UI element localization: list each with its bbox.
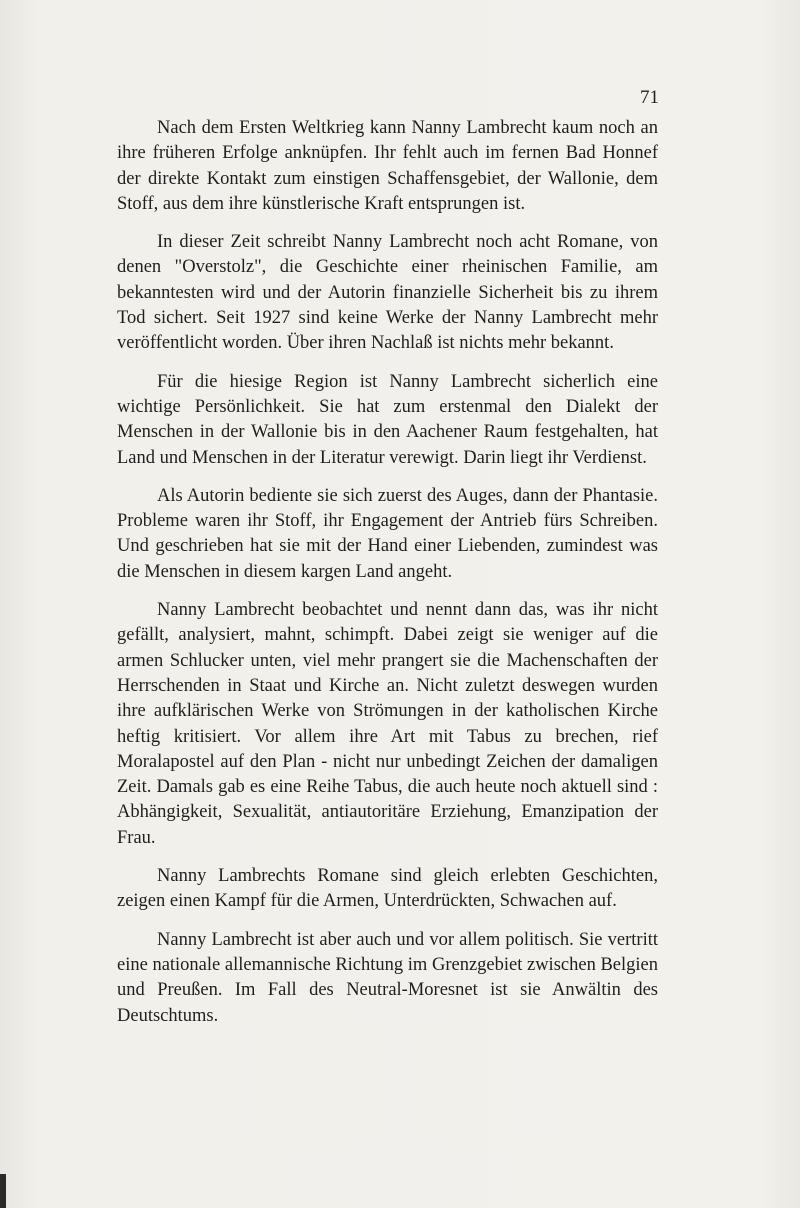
paragraph-5: Nanny Lambrecht beobachtet und nennt dann das, was ihr nicht gefällt, analysiert, mahnt, schimpft. Dabei zeigt sie weniger auf die armen Schlucker unten, viel mehr prangert sie die Machenschaften der Herrschenden in Staat und Kirche an. Nicht zuletzt deswegen wurden ihre aufklärischen Werke von Strömungen in der katholischen Kirche heftig kritisiert. Vor allem ihre Art mit Tabus zu brechen, rief Moralapostel auf den Plan - nicht nur unbedingt Zeichen der damaligen Zeit. Damals gab es eine Reihe Tabus, die auch heute noch aktuell sind : Abhängigkeit, Sexualität, antiautoritäre Erziehung, Emanzipation der Frau. (117, 600, 658, 848)
paragraph-1: Nach dem Ersten Weltkrieg kann Nanny Lambrecht kaum noch an ihre früheren Erfolge anknüpfen. Ihr fehlt auch im fernen Bad Honnef der direkte Kontakt zum einstigen Schaffensgebiet, der Wallonie, dem Stoff, aus dem ihre künstlerische Kraft entsprungen ist. (117, 118, 658, 214)
paragraph-6: Nanny Lambrechts Romane sind gleich erlebten Geschichten, zeigen einen Kampf für die Armen, Unterdrückten, Schwachen auf. (117, 866, 658, 912)
paragraph-4: Als Autorin bediente sie sich zuerst des Auges, dann der Phantasie. Probleme waren ihr Stoff, ihr Engagement der Antrieb fürs Schreiben. Und geschrieben hat sie mit der Hand einer Liebenden, zumindest was die Menschen in diesem kargen Land angeht. (117, 485, 658, 582)
paragraph-2: In dieser Zeit schreibt Nanny Lambrecht noch acht Romane, von denen "Overstolz", die Geschichte einer rheinischen Familie, am bekanntesten wird und der Autorin finanzielle Sicherheit bis zu ihrem Tod sichert. Seit 1927 sind keine Werke der Nanny Lambrecht mehr veröffentlicht worden. Über ihren Nachlaß ist nichts mehr bekannt. (117, 232, 658, 354)
page-edge-mark (0, 1174, 6, 1208)
body-text (117, 116, 658, 1042)
page-number: 71 (640, 87, 659, 108)
paragraph-3: Für die hiesige Region ist Nanny Lambrecht sicherlich eine wichtige Persönlichkeit. Sie hat zum erstenmal den Dialekt der Menschen in der Wallonie bis in den Aachener Raum festgehalten, hat Land und Menschen in der Literatur verewigt. Darin liegt ihr Verdienst. (117, 371, 658, 468)
paragraph-7: Nanny Lambrecht ist aber auch und vor allem politisch. Sie vertritt eine nationale allemannische Richtung im Grenzgebiet zwischen Belgien und Preußen. Im Fall des Neutral-Moresnet ist sie Anwältin des Deutschtums. (117, 929, 658, 1026)
